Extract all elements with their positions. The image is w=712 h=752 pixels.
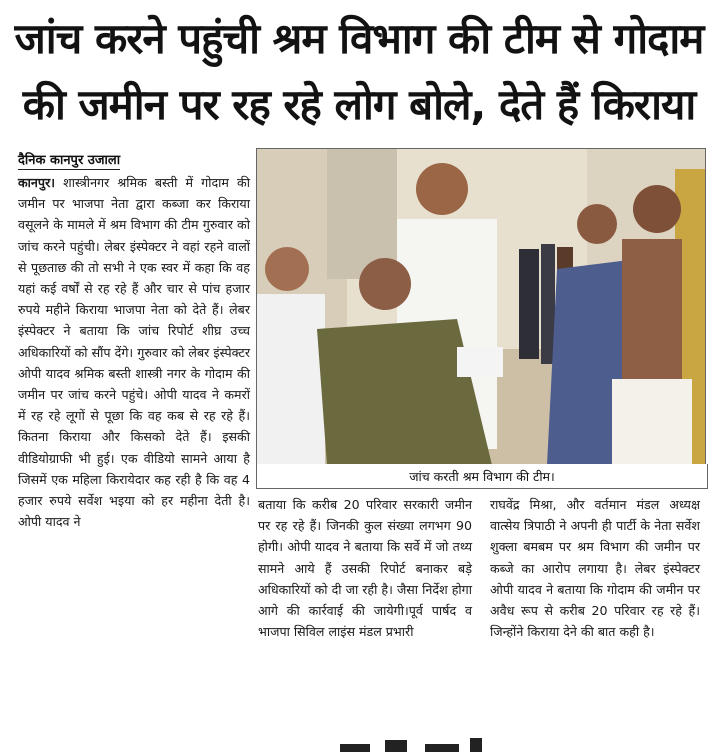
headline-line-2: की जमीन पर रह रहे लोग बोले, देते हैं किराया	[22, 80, 696, 129]
headline	[14, 6, 704, 138]
byline: दैनिक कानपुर उजाला	[18, 150, 120, 170]
article-column-1	[18, 172, 250, 532]
cut-off-headline-fragment	[330, 735, 530, 752]
photo-illustration	[257, 149, 705, 465]
column-2-text: बताया कि करीब 20 परिवार सरकारी जमीन पर रह रहे हैं। जिनकी कुल संख्या लगभग 90 होगी। ओपी यादव ने बताया कि सर्वे में जो तथ्य सामने आये हैं उसकी रिपोर्ट बनाकर बड़े अधिकारियों को दी जा रही है। जैसा निर्देश होगा आगे की कार्रवाई की जायेगी।पूर्व पार्षद व भाजपा सिविल लाइंस मंडल प्रभारी	[258, 497, 472, 640]
photo-caption: जांच करती श्रम विभाग की टीम।	[409, 469, 555, 484]
headline-line-1: जांच करने पहुंची श्रम विभाग की टीम से गोदाम	[14, 14, 704, 63]
article-column-2	[258, 494, 472, 642]
article-column-3	[490, 494, 700, 642]
column-1-text: शास्त्रीनगर श्रमिक बस्ती में गोदाम की जमीन पर भाजपा नेता द्वारा कब्जा कर किराया वसूलने के मामले में श्रम विभाग की टीम गुरुवार को जांच करने पहुंची। लेबर इंस्पेक्टर ने वहां रहने वालों से पूछताछ की तो सभी ने एक स्वर में कहा कि वह यहां कई वर्षों से रह रहे हैं और चार से पांच हजार रुपये महीने किराया भाजपा नेता को देते हैं। लेबर इंस्पेक्टर ने बताया कि जांच रिपोर्ट शीघ्र उच्च अधिकारियों को सौंप देंगे। गुरुवार को लेबर इंस्पेक्टर ओपी यादव श्रमिक बस्ती शास्त्री नगर के गोदाम की जमीन पर जांच करने पहुंचे। ओपी यादव ने कमरों में रह रहे लूगों से पूछा कि वह कब से रह रहे हैं। कितना किराया और किसको देते हैं। इसकी वीडियोग्राफी भी हुई। एक वीडियो सामने आया है जिसमें एक महिला किरायेदार कह रही है कि वह 4 हजार रुपये सर्वेश भइया को हर महीना देती है। ओपी यादव ने	[18, 175, 250, 530]
dateline: कानपुर।	[18, 175, 56, 190]
cut-off-next-article	[330, 735, 530, 752]
news-photo	[256, 148, 706, 466]
photo-caption-bar	[256, 464, 708, 489]
column-3-text: राघवेंद्र मिश्रा, और वर्तमान मंडल अध्यक्ष वात्सेय त्रिपाठी ने अपनी ही पार्टी के नेता सर्वेश शुक्ला बमबम पर श्रम विभाग की जमीन पर कब्जे का आरोप लगाया है। लेबर इंस्पेक्टर ओपी यादव ने बताया कि गोदाम की जमीन पर अवैध रूप से करीब 20 परिवार रह रहे हैं। जिन्होंने किराया देने की बात कही है।	[490, 497, 700, 640]
